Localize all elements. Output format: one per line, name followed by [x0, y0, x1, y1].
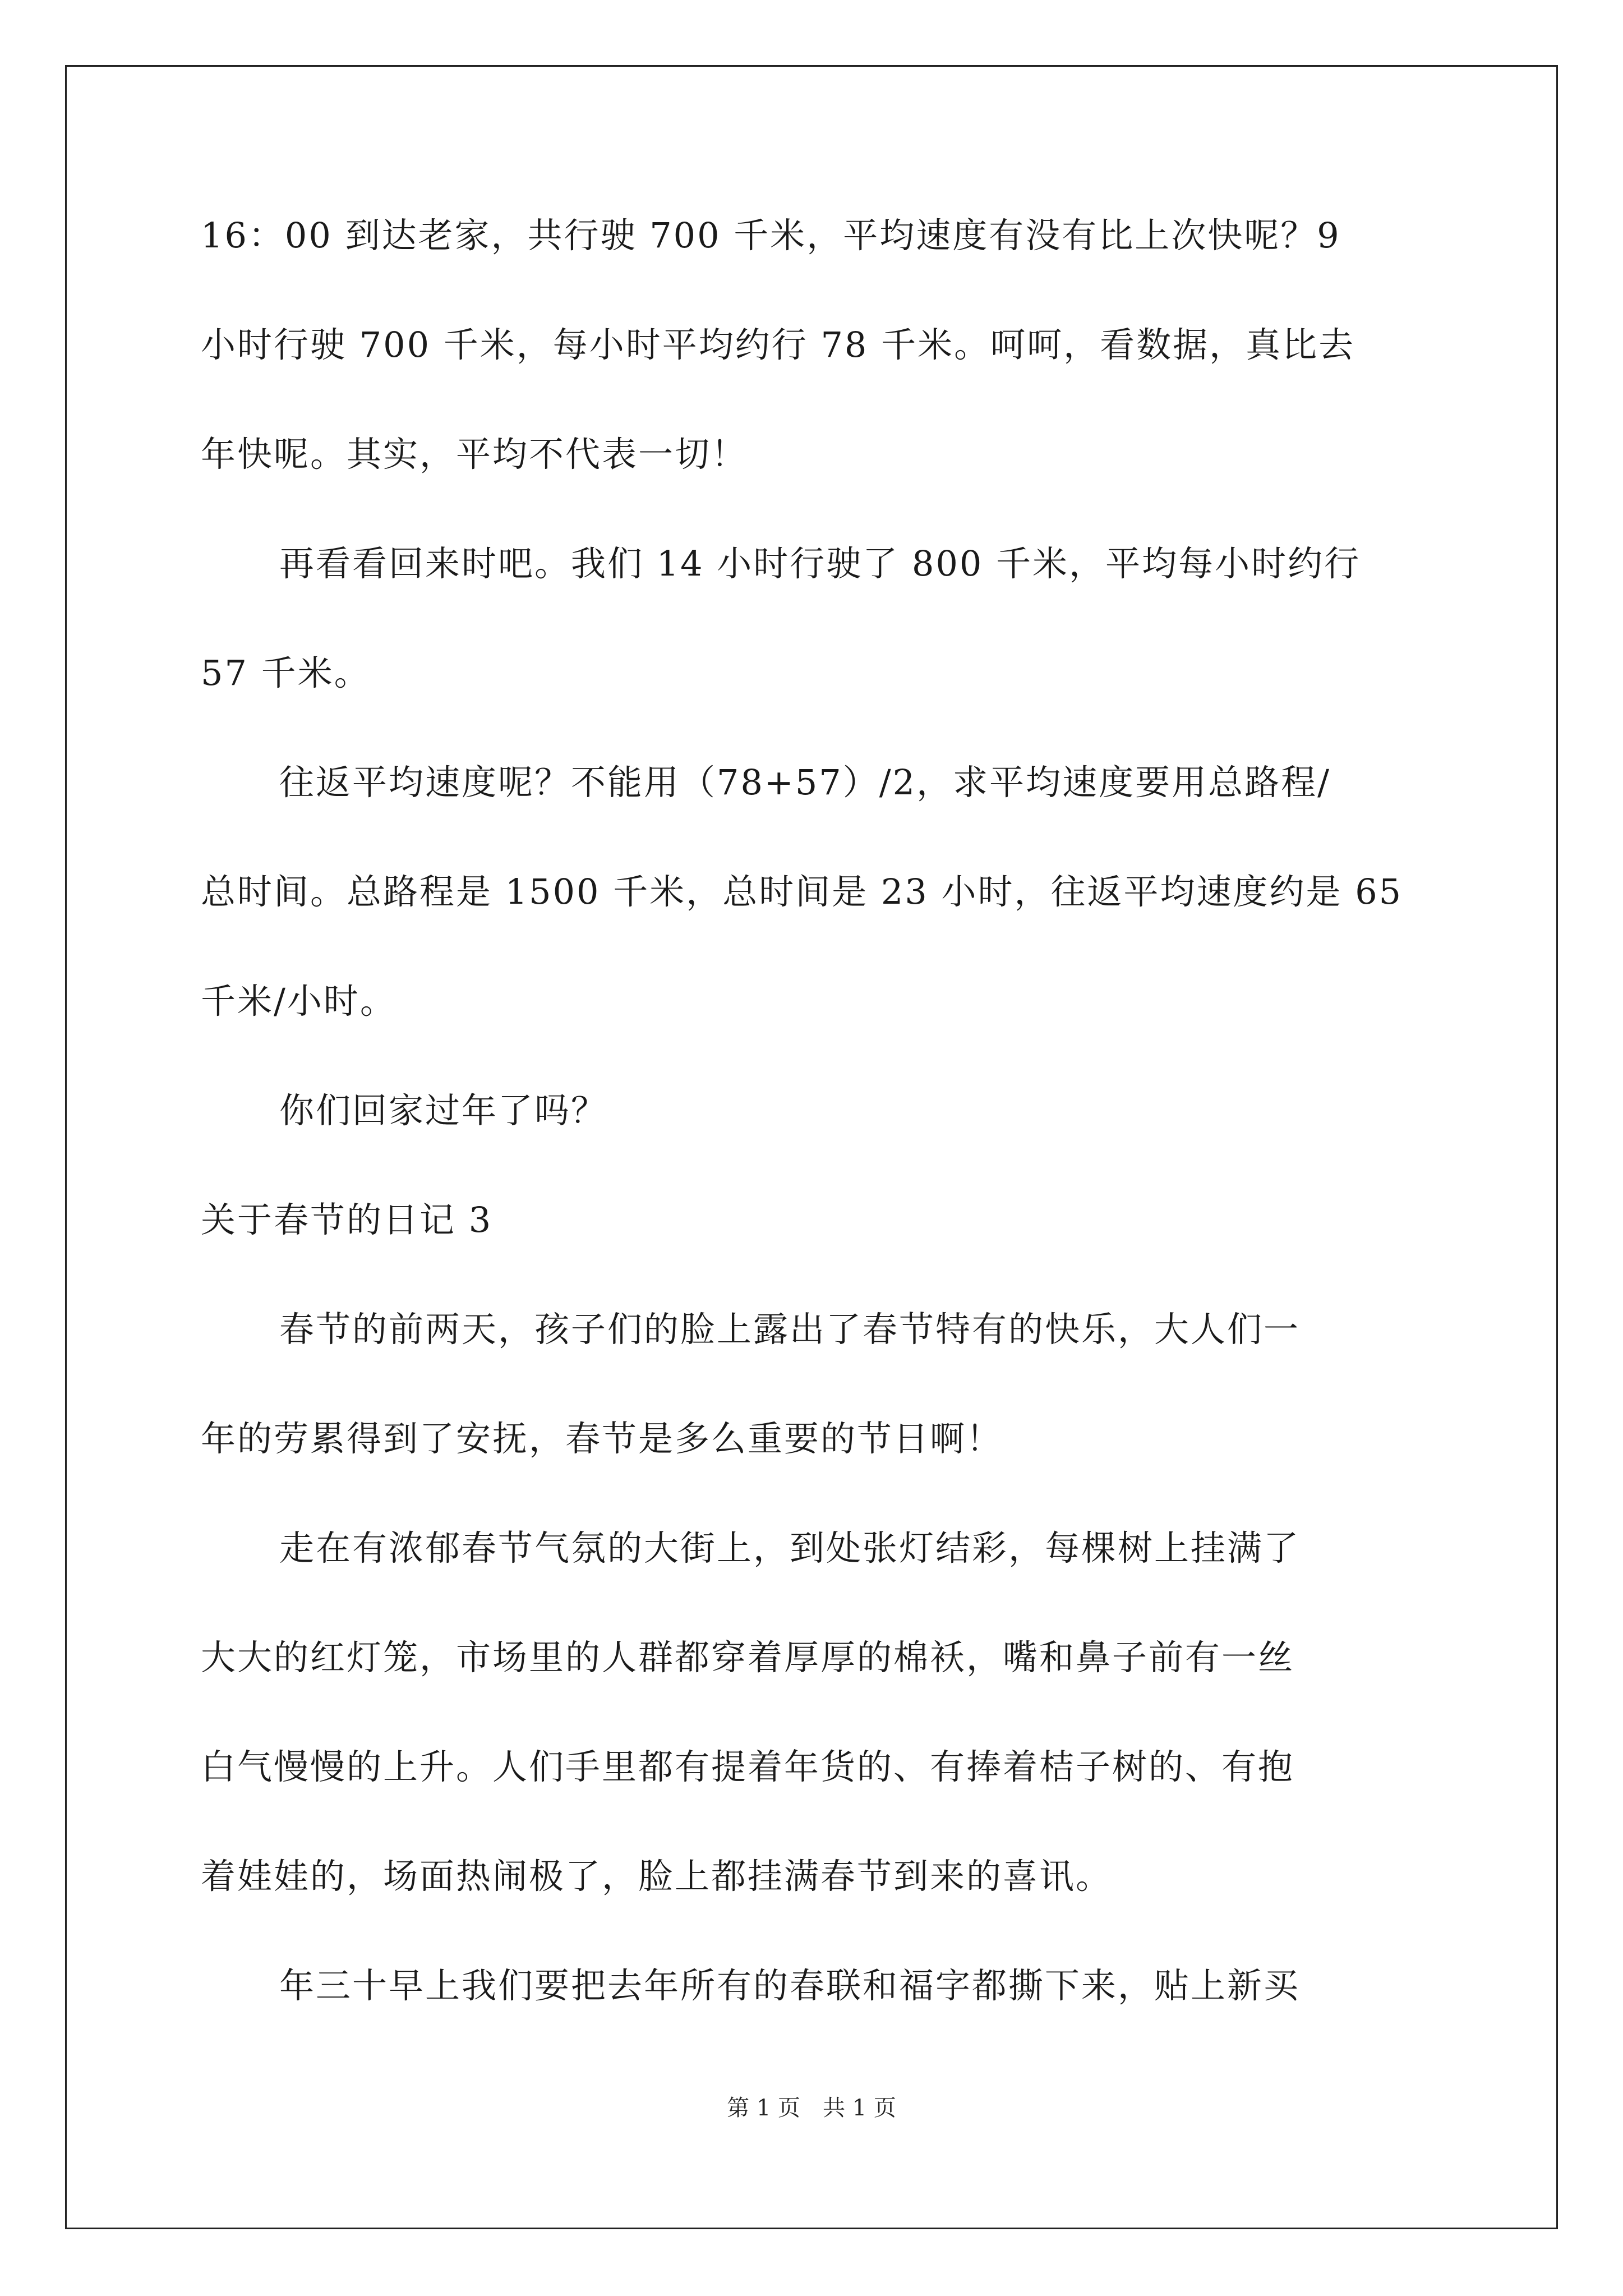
paragraph-line: 大大的红灯笼，市场里的人群都穿着厚厚的棉袄，嘴和鼻子前有一丝	[201, 1637, 1295, 1678]
paragraph-line: 你们回家过年了吗？	[279, 1090, 608, 1131]
paragraph-line: 57 千米。	[201, 652, 371, 693]
paragraph-line: 春节的前两天，孩子们的脸上露出了春节特有的快乐，大人们一	[279, 1309, 1301, 1350]
paragraph-line: 16：00 到达老家，共行驶 700 千米，平均速度有没有比上次快呢？9	[201, 215, 1341, 256]
paragraph-line: 白气慢慢的上升。人们手里都有提着年货的、有捧着桔子树的、有抱	[201, 1746, 1295, 1787]
paragraph-line: 走在有浓郁春节气氛的大街上，到处张灯结彩，每棵树上挂满了	[279, 1527, 1301, 1568]
section-heading: 关于春节的日记 3	[201, 1199, 493, 1240]
paragraph-line: 往返平均速度呢？不能用（78+57）/2，求平均速度要用总路程/	[279, 762, 1331, 803]
paragraph-line: 年快呢。其实，平均不代表一切！	[201, 434, 748, 475]
page-border	[65, 65, 1558, 2229]
paragraph-line: 年三十早上我们要把去年所有的春联和福字都撕下来，贴上新买	[279, 1965, 1301, 2006]
paragraph-line: 千米/小时。	[201, 981, 396, 1022]
page-footer: 第 1 页 共 1 页	[727, 2095, 896, 2121]
paragraph-line: 年的劳累得到了安抚，春节是多么重要的节日啊！	[201, 1418, 1003, 1459]
paragraph-line: 着娃娃的，场面热闹极了，脸上都挂满春节到来的喜讯。	[201, 1856, 1113, 1897]
paragraph-line: 总时间。总路程是 1500 千米，总时间是 23 小时，往返平均速度约是 65	[201, 871, 1403, 912]
paragraph-line: 再看看回来时吧。我们 14 小时行驶了 800 千米，平均每小时约行	[279, 543, 1361, 584]
paragraph-line: 小时行驶 700 千米，每小时平均约行 78 千米。呵呵，看数据，真比去	[201, 324, 1355, 365]
